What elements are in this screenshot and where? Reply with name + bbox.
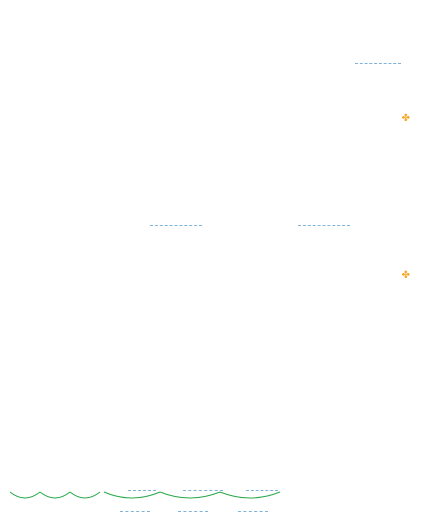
number-sequence — [0, 478, 425, 528]
arc-4 — [104, 492, 160, 498]
hamid-triangle-figure — [0, 308, 120, 418]
arc-1 — [10, 492, 40, 498]
dotted-line-sixth — [150, 225, 202, 226]
flower-icon: ✤ — [401, 113, 410, 124]
arc-5 — [160, 492, 220, 498]
arc-2 — [40, 492, 70, 498]
pattern-figures — [0, 0, 425, 60]
arc-6 — [220, 492, 280, 498]
task1-figures — [0, 138, 425, 238]
diff-blank-1 — [120, 511, 150, 512]
diff-blank-3 — [238, 511, 268, 512]
dotted-line-seventh — [298, 225, 350, 226]
dotted-answer-line — [355, 63, 401, 64]
seq-arcs — [0, 488, 300, 518]
task1-paragraph — [6, 110, 410, 127]
task2-paragraph — [6, 267, 410, 284]
arc-3 — [70, 492, 100, 498]
flower-icon-2: ✤ — [401, 270, 410, 281]
diff-blank-2 — [178, 511, 208, 512]
